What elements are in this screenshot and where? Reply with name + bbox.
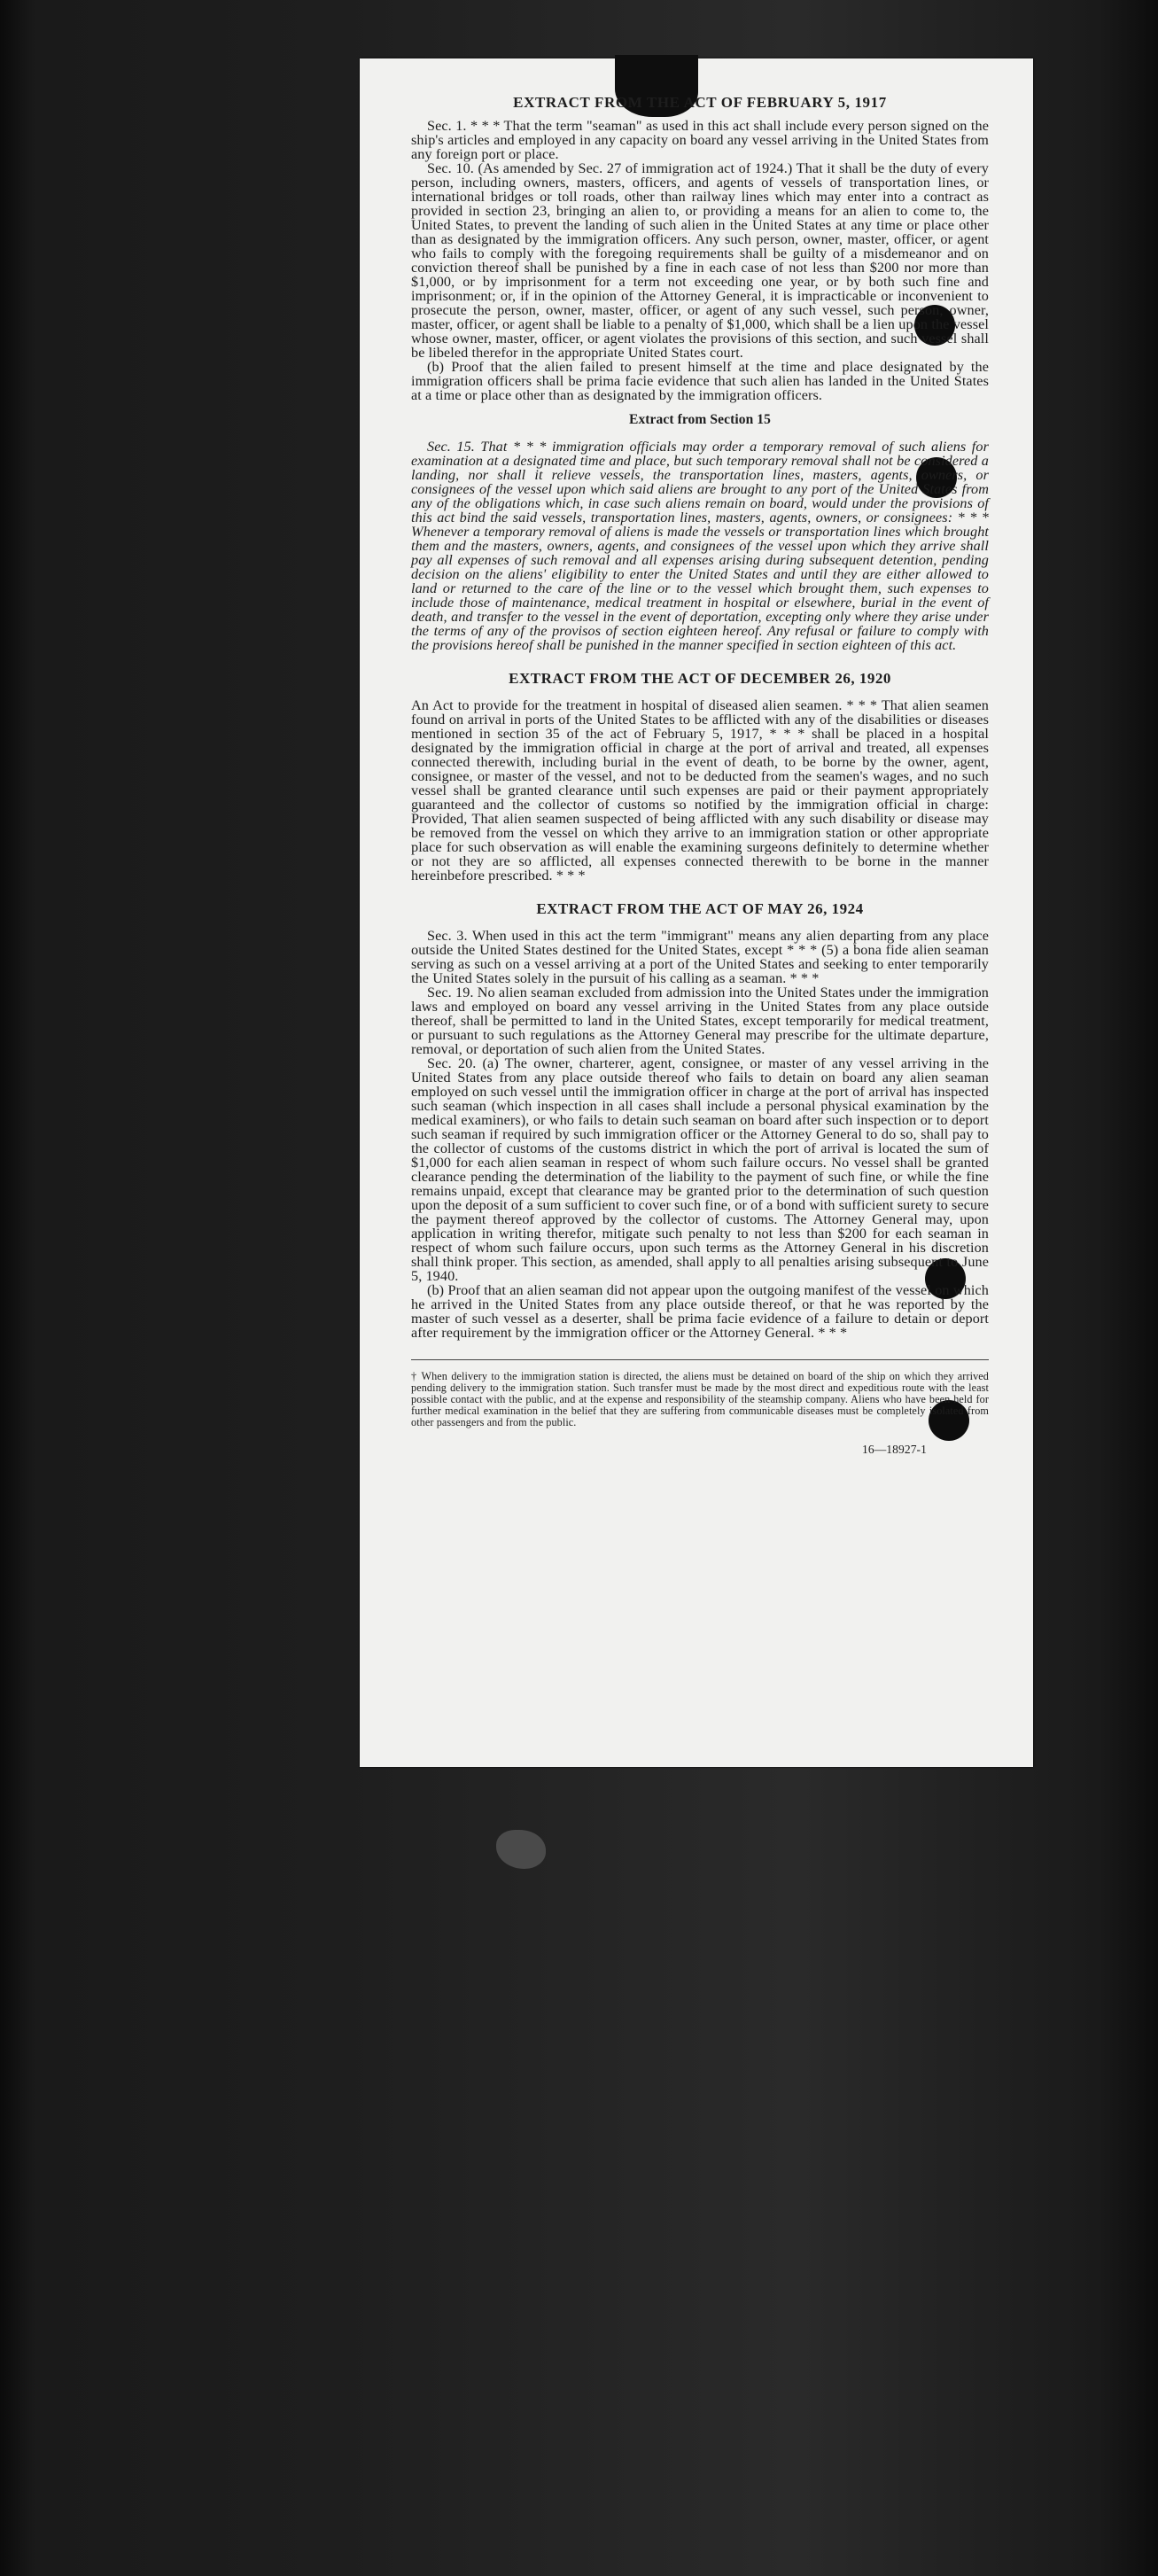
section-15: Sec. 15. That * * * immigration officials may order a temporary removal of such aliens for examination at a designated time and place, but such temporary removal shall not be considered a landing, nor shall it relieve vessels, the transportation lines, masters, agents, owners, or consignees of the vessel upon which said aliens are brought to any port of the United States from any of the obligations which, in case such aliens remain on board, would under the provisions of this act bind the said vessels, transportation lines, masters, agents, owners, or consignees: * * * Whenever a temporary removal of aliens is made the vessels or transportation lines which brought them and the masters, owners, agents, and consignees of the vessel upon which they arrive shall pay all expenses of such removal and all expenses arising during subsequent detention, pending decision on the aliens' eligibility to enter the United States and until they are either allowed to land or returned to the care of the line or to the vessel which brought them, such expenses to include those of maintenance, medical treatment in hospital or elsewhere, burial in the event of death, and transfer to the vessel in the event of deportation, excepting only where they arise under the terms of any of the provisos of section eighteen hereof. Any refusal or failure to comply with the provisions hereof shall be punished in the manner specified in section eighteen of this act. xyxy=(411,439,989,653)
document-body xyxy=(411,96,989,1457)
section-20a: Sec. 20. (a) The owner, charterer, agent, consignee, or master of any vessel arriving in the United States from any place outside thereof who fails to detain on board any alien seaman employed on such vessel until the immigration officer in charge at the port of arrival has inspected such seaman (which inspection in all cases shall include a personal physical examination by the medical examiners), or who fails to detain such seaman on board after such inspection or to deport such seaman if required by such immigration officer or the Attorney General to do so, shall pay to the collector of customs of the customs district in which the port of arrival is located the sum of $1,000 for each alien seaman in respect of whom such failure occurs. No vessel shall be granted clearance pending the determination of the liability to the payment of such fine, or while the fine remains unpaid, except that clearance may be granted prior to the determination of such question upon the deposit of a sum sufficient to cover such fine, or of a bond with sufficient surety to secure the payment thereof approved by the collector of customs. The Attorney General may, upon application in writing therefor, mitigate such penalty to not less than $200 for each seaman in respect of whom such failure occurs, upon such terms as the Attorney General in his discretion shall think proper. This section, as amended, shall apply to all penalties arising subsequent to June 5, 1940. xyxy=(411,1055,989,1284)
section-19: Sec. 19. No alien seaman excluded from admission into the United States under the immigration laws and employed on board any vessel arriving in the United States from any place outside thereof, shall be permitted to land in the United States, except temporarily for medical treatment, or pursuant to such regulations as the Attorney General may prescribe for the ultimate departure, removal, or deportation of such alien from the United States. xyxy=(411,984,989,1057)
act-1920-text: An Act to provide for the treatment in hospital of diseased alien seamen. * * * That alien seamen found on arrival in ports of the United States to be afflicted with any of the disabilities or diseases mentioned in section 35 of the act of February 5, 1917, * * * shall be placed in a hospital designated by the immigration official in charge at the port of arrival and treated, all expenses connected therewith, including burial in the event of death, to be borne by the owner, agent, consignee, or master of the vessel, and not to be deducted from the seamen's wages, and no such vessel shall be granted clearance until such expenses are paid or their payment appropriately guaranteed and the collector of customs so notified by the immigration official in charge: Provided, That alien seamen suspected of being afflicted with any such disability or disease may be removed from the vessel on which they arrive to an immigration station or other appropriate place for such observation as will enable the examining surgeons definitely to determine whether or not they are so afflicted, all expenses connected therewith to be borne in the manner hereinbefore prescribed. * * * xyxy=(411,697,989,883)
section-1: Sec. 1. * * * That the term "seaman" as used in this act shall include every person signed on the ship's articles and employed in any capacity on board any vessel arriving in the United States from any foreign port or place. xyxy=(411,118,989,162)
act-1924-heading: EXTRACT FROM THE ACT OF MAY 26, 1924 xyxy=(536,900,864,917)
section-15-heading: Extract from Section 15 xyxy=(629,412,771,427)
document-page xyxy=(360,58,1033,1767)
form-number: 16—18927-1 xyxy=(862,1443,927,1456)
act-1920-heading: EXTRACT FROM THE ACT OF DECEMBER 26, 1920 xyxy=(509,670,891,687)
section-20b: (b) Proof that an alien seaman did not appear upon the outgoing manifest of the vessel on which he arrived in the United States from any place outside thereof, or that he was reported by the master of such vessel as a deserter, shall be prima facie evidence of a failure to detain or deport after requirement by the immigration officer or the Attorney General. * * * xyxy=(411,1282,989,1341)
section-10b: (b) Proof that the alien failed to present himself at the time and place designated by the immigration officers shall be prima facie evidence that such alien has landed in the United States at a time or place other than as designated by the immigration officers. xyxy=(411,359,989,403)
section-10: Sec. 10. (As amended by Sec. 27 of immigration act of 1924.) That it shall be the duty of every person, including owners, masters, officers, and agents of vessels of transportation lines, or international bridges or toll roads, other than railway lines which may enter into a contract as provided in section 23, bringing an alien to, or providing a means for an alien to come to, the United States, to prevent the landing of such alien in the United States at any time or place other than as designated by the immigration officers. Any such person, owner, master, officer, or agent who fails to comply with the foregoing requirements shall be guilty of a misdemeanor and on conviction thereof shall be punished by a fine in each case of not less than $200 nor more than $1,000, or by imprisonment for a term not exceeding one year, or by both such fine and imprisonment; or, if in the opinion of the Attorney General, it is impracticable or inconvenient to prosecute the person, owner, master, officer, or agent of any such vessel, such person, owner, master, officer, or agent shall be liable to a penalty of $1,000, which shall be a lien upon the vessel whose owner, master, officer, or agent violates the provisions of this section, and such vessel shall be libeled therefor in the appropriate United States court. xyxy=(411,160,989,361)
section-3: Sec. 3. When used in this act the term "immigrant" means any alien departing from any place outside the United States destined for the United States, except * * * (5) a bona fide alien seaman serving as such on a vessel arriving at a port of the United States and seeking to enter temporarily the United States solely in the pursuit of his calling as a seaman. * * * xyxy=(411,928,989,986)
document-title: EXTRACT FROM THE ACT OF FEBRUARY 5, 1917 xyxy=(513,94,887,111)
footnote: † When delivery to the immigration station is directed, the aliens must be detained on board of the ship on which they arrived pending delivery to the immigration station. Such transfer must be made by the most direct and expeditious route with the least possible contact with the public, and at the expense and responsibility of the steamship company. Aliens who have been held for further medical examination in the belief that they are suffering from communicable diseases must be completely isolated from other passengers and from the public. xyxy=(411,1359,989,1428)
